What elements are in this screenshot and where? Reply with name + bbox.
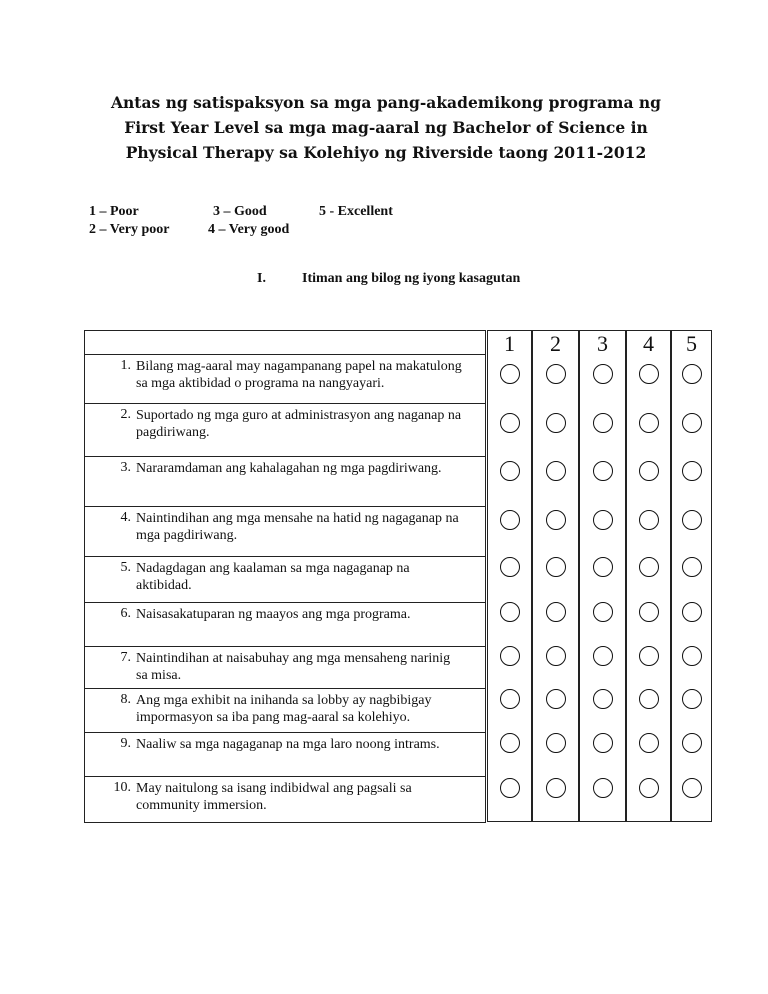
rating-circle-q9-1[interactable]	[500, 733, 520, 753]
rating-table	[84, 330, 712, 822]
rating-circle-q6-2[interactable]	[546, 602, 566, 622]
rating-circle-q1-4[interactable]	[639, 364, 659, 384]
legend-good: 3 – Good	[213, 204, 267, 219]
question-text: Naintindihan ang mga mensahe na hatid ng nagaganap na mga pagdiriwang.	[136, 511, 459, 543]
survey-title	[80, 90, 692, 165]
rating-circle-q2-3[interactable]	[593, 413, 613, 433]
legend-very-good: 4 – Very good	[208, 222, 290, 237]
question-text: Ang mga exhibit na inihanda sa lobby ay nagbibigay impormasyon sa iba pang mag-aaral sa kolehiyo.	[136, 693, 432, 725]
rating-circle-q5-2[interactable]	[546, 557, 566, 577]
question-text: Bilang mag-aaral may nagampanang papel na makatulong sa mga aktibidad o programa na nangyayari.	[136, 359, 462, 391]
question-number: 2.	[120, 407, 131, 422]
table-header-cell	[84, 330, 486, 355]
legend-excellent: 5 - Excellent	[319, 204, 393, 219]
rating-circle-q7-4[interactable]	[639, 646, 659, 666]
question-text: Nararamdaman ang kahalagahan ng mga pagdiriwang.	[136, 461, 442, 476]
rating-header-1: 1	[504, 331, 515, 356]
rating-circle-q6-3[interactable]	[593, 602, 613, 622]
rating-circle-q10-1[interactable]	[500, 778, 520, 798]
rating-circle-q1-1[interactable]	[500, 364, 520, 384]
rating-circle-q5-3[interactable]	[593, 557, 613, 577]
rating-circle-q3-2[interactable]	[546, 461, 566, 481]
rating-circle-q7-3[interactable]	[593, 646, 613, 666]
question-number: 5.	[120, 560, 131, 575]
question-number: 9.	[120, 736, 131, 751]
question-row	[84, 602, 486, 647]
rating-circle-q2-1[interactable]	[500, 413, 520, 433]
rating-circle-q3-5[interactable]	[682, 461, 702, 481]
instruction-text: Itiman ang bilog ng iyong kasagutan	[302, 271, 521, 286]
rating-circle-q3-4[interactable]	[639, 461, 659, 481]
rating-circle-q9-2[interactable]	[546, 733, 566, 753]
question-number: 10.	[113, 780, 131, 795]
rating-circle-q10-5[interactable]	[682, 778, 702, 798]
legend-poor: 1 – Poor	[89, 204, 139, 219]
question-row	[84, 456, 486, 507]
rating-circle-q7-2[interactable]	[546, 646, 566, 666]
rating-circle-q3-3[interactable]	[593, 461, 613, 481]
rating-circle-q6-1[interactable]	[500, 602, 520, 622]
title-line-3: Physical Therapy sa Kolehiyo ng Riverside taong 2011-2012	[125, 143, 647, 162]
rating-header-2: 2	[550, 331, 561, 356]
rating-circle-q4-1[interactable]	[500, 510, 520, 530]
rating-circle-q8-2[interactable]	[546, 689, 566, 709]
question-number: 4.	[120, 510, 131, 525]
rating-circle-q4-3[interactable]	[593, 510, 613, 530]
rating-circle-q9-4[interactable]	[639, 733, 659, 753]
rating-circle-q8-5[interactable]	[682, 689, 702, 709]
rating-circle-q1-2[interactable]	[546, 364, 566, 384]
rating-header-4: 4	[643, 331, 654, 356]
question-text: Naisasakatuparan ng maayos ang mga programa.	[136, 607, 411, 622]
question-text: May naitulong sa isang indibidwal ang pagsali sa community immersion.	[136, 781, 412, 813]
rating-circle-q7-1[interactable]	[500, 646, 520, 666]
rating-circle-q1-3[interactable]	[593, 364, 613, 384]
rating-header-3: 3	[597, 331, 608, 356]
rating-circle-q9-3[interactable]	[593, 733, 613, 753]
question-text: Naintindihan at naisabuhay ang mga mensaheng narinig sa misa.	[136, 651, 451, 683]
rating-circle-q4-2[interactable]	[546, 510, 566, 530]
question-text: Naaliw sa mga nagaganap na mga laro noong intrams.	[136, 737, 440, 752]
rating-circle-q1-5[interactable]	[682, 364, 702, 384]
rating-circle-q5-1[interactable]	[500, 557, 520, 577]
instruction-number: I.	[257, 271, 266, 286]
question-text: Suportado ng mga guro at administrasyon ang naganap na pagdiriwang.	[136, 408, 462, 440]
rating-circle-q8-4[interactable]	[639, 689, 659, 709]
rating-circle-q4-5[interactable]	[682, 510, 702, 530]
rating-circle-q6-4[interactable]	[639, 602, 659, 622]
rating-circle-q4-4[interactable]	[639, 510, 659, 530]
question-row	[84, 556, 486, 603]
question-row	[84, 732, 486, 777]
rating-circle-q2-2[interactable]	[546, 413, 566, 433]
rating-circle-q6-5[interactable]	[682, 602, 702, 622]
rating-circle-q5-5[interactable]	[682, 557, 702, 577]
question-row	[84, 354, 486, 404]
rating-circle-q8-1[interactable]	[500, 689, 520, 709]
rating-circle-q10-4[interactable]	[639, 778, 659, 798]
rating-circle-q10-3[interactable]	[593, 778, 613, 798]
question-text: Nadagdagan ang kaalaman sa mga nagaganap na aktibidad.	[136, 561, 410, 593]
question-number: 3.	[120, 460, 131, 475]
rating-circle-q9-5[interactable]	[682, 733, 702, 753]
rating-circle-q5-4[interactable]	[639, 557, 659, 577]
question-row	[84, 688, 486, 733]
rating-circle-q7-5[interactable]	[682, 646, 702, 666]
rating-circle-q10-2[interactable]	[546, 778, 566, 798]
title-line-1: Antas ng satispaksyon sa mga pang-akademikong programa ng	[110, 93, 662, 112]
legend-very-poor: 2 – Very poor	[89, 222, 170, 237]
question-row	[84, 646, 486, 689]
question-number: 7.	[120, 650, 131, 665]
rating-circle-q2-4[interactable]	[639, 413, 659, 433]
rating-circle-q2-5[interactable]	[682, 413, 702, 433]
title-line-2: First Year Level sa mga mag-aaral ng Bachelor of Science in	[124, 118, 648, 137]
rating-circle-q8-3[interactable]	[593, 689, 613, 709]
question-number: 1.	[120, 358, 131, 373]
question-number: 8.	[120, 692, 131, 707]
question-number: 6.	[120, 606, 131, 621]
rating-header-5: 5	[686, 331, 697, 356]
question-row	[84, 403, 486, 457]
question-row	[84, 506, 486, 557]
question-row	[84, 776, 486, 823]
rating-circle-q3-1[interactable]	[500, 461, 520, 481]
